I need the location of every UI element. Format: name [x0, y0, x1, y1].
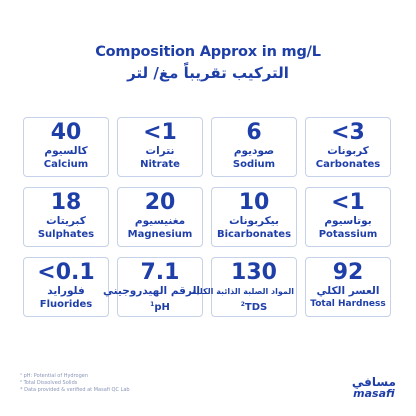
card-value: 130 — [231, 260, 277, 285]
card-label-arabic: كبريتات — [46, 215, 86, 227]
card-label-arabic: الرقم الهيدروجيني — [103, 285, 200, 297]
card-value: 7.1 — [140, 260, 180, 285]
card-label-english: Sodium — [232, 159, 276, 170]
card-value: 20 — [144, 190, 176, 215]
logo-english: masafi — [353, 387, 395, 400]
card-label-arabic: العسر الكلي — [316, 285, 380, 297]
footnote-ph: ¹ pH: Potential of Hydrogen — [20, 373, 89, 379]
card-label-arabic: فلورايد — [47, 285, 85, 297]
card-value: 92 — [332, 260, 364, 285]
card-value: 18 — [50, 190, 82, 215]
card-label-arabic: كالسيوم — [44, 145, 88, 157]
card-nitrate — [117, 117, 203, 177]
footnote-marker: 1 — [150, 301, 155, 308]
card-ph — [103, 257, 203, 317]
card-label-english — [120, 298, 200, 314]
logo-arabic: مسافي — [351, 375, 396, 389]
card-label-english: Bicarbonates — [216, 229, 292, 240]
title-arabic: التركيب تقريباً مغ/ لتر — [127, 64, 289, 82]
header — [0, 44, 416, 82]
card-label-english: Sulphates — [37, 229, 95, 240]
title-english: Composition Approx in mg/L — [95, 44, 321, 60]
card-label-arabic: صوديوم — [233, 145, 275, 157]
card-value: 40 — [50, 120, 82, 145]
card-potassium — [305, 187, 391, 247]
card-label-arabic: بيكربونات — [229, 215, 279, 227]
card-sodium — [211, 117, 297, 177]
card-total-hardness — [305, 257, 391, 317]
card-value: <1 — [331, 190, 365, 215]
card-label-english — [214, 298, 294, 314]
card-label-arabic: نترات — [145, 145, 175, 157]
card-label-arabic: مغنيسيوم — [134, 215, 186, 227]
footnote-tds: ² Total Dissolved Solids — [20, 380, 78, 386]
card-value: <3 — [331, 120, 365, 145]
masafi-logo — [352, 376, 396, 399]
card-label-english: Potassium — [318, 229, 378, 240]
card-value: 6 — [246, 120, 262, 145]
card-value: <0.1 — [37, 260, 95, 285]
card-label-english: Carbonates — [315, 159, 381, 170]
footnote-data-source: * Data provided & verified at Masafi QC Lab — [20, 387, 130, 393]
card-value: 10 — [238, 190, 270, 215]
card-label-english-text: pH — [154, 302, 170, 313]
card-label-arabic: المواد الصلبة الذائبة الكلية — [191, 287, 294, 296]
card-tds — [191, 257, 297, 317]
card-label-english-text: TDS — [244, 302, 268, 313]
composition-grid — [23, 117, 393, 317]
card-label-english: Magnesium — [127, 229, 193, 240]
card-fluorides — [23, 257, 109, 317]
card-label-english: Calcium — [43, 159, 89, 170]
card-calcium — [23, 117, 109, 177]
card-bicarbonates — [211, 187, 297, 247]
card-sulphates — [23, 187, 109, 247]
card-label-english: Fluorides — [39, 299, 93, 310]
footnote-marker: 2 — [240, 301, 245, 308]
card-label-english: Nitrate — [140, 159, 180, 170]
card-magnesium — [117, 187, 203, 247]
card-label-arabic: كربونات — [327, 145, 369, 157]
card-carbonates — [305, 117, 391, 177]
footnotes — [20, 373, 130, 394]
card-label-english: Total Hardness — [310, 299, 386, 309]
card-label-arabic: بوتاسيوم — [324, 215, 372, 227]
card-value: <1 — [143, 120, 177, 145]
